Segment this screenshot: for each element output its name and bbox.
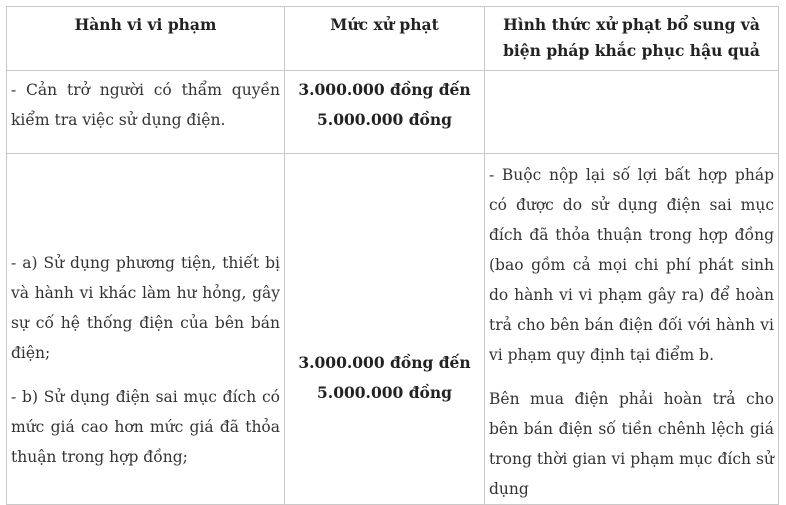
remedy-text: Bên mua điện phải hoàn trả cho bên bán điện số tiền chênh lệch giá trong thời gian vi phạm mục đích sử dụng bbox=[489, 390, 774, 498]
fine-cell bbox=[285, 71, 485, 154]
header-violation bbox=[7, 7, 285, 71]
table-row bbox=[7, 154, 779, 505]
fine-cell bbox=[285, 154, 485, 505]
header-remedy-label: Hình thức xử phạt bổ sung và biện pháp khắc phục hậu quả bbox=[503, 15, 760, 60]
fine-range-end: 5.000.000 đồng bbox=[317, 110, 452, 129]
header-fine bbox=[285, 7, 485, 71]
remedy-cell bbox=[485, 154, 779, 505]
header-violation-label: Hành vi vi phạm bbox=[74, 15, 217, 34]
fine-range-start: 3.000.000 đồng đến bbox=[298, 353, 471, 372]
header-fine-label: Mức xử phạt bbox=[330, 15, 439, 34]
table-header-row bbox=[7, 7, 779, 71]
violation-cell bbox=[7, 154, 285, 505]
header-remedy bbox=[485, 7, 779, 71]
remedy-cell bbox=[485, 71, 779, 154]
penalty-table bbox=[6, 6, 779, 505]
violation-text: - b) Sử dụng điện sai mục đích có mức giá cao hơn mức giá đã thỏa thuận trong hợp đồng; bbox=[11, 388, 280, 466]
violation-text: - Cản trở người có thẩm quyền kiểm tra việc sử dụng điện. bbox=[11, 81, 280, 129]
fine-range-start: 3.000.000 đồng đến bbox=[298, 80, 471, 99]
violation-cell bbox=[7, 71, 285, 154]
remedy-text: - Buộc nộp lại số lợi bất hợp pháp có được do sử dụng điện sai mục đích đã thỏa thuận trong hợp đồng (bao gồm cả mọi chi phí phát sinh do hành vi vi phạm gây ra) để hoàn trả cho bên bán điện đối với hành vi vi phạm quy định tại điểm b. bbox=[489, 166, 774, 364]
table-row bbox=[7, 71, 779, 154]
fine-range-end: 5.000.000 đồng bbox=[317, 383, 452, 402]
violation-text: - a) Sử dụng phương tiện, thiết bị và hành vi khác làm hư hỏng, gây sự cố hệ thống điện của bên bán điện; bbox=[11, 254, 280, 362]
